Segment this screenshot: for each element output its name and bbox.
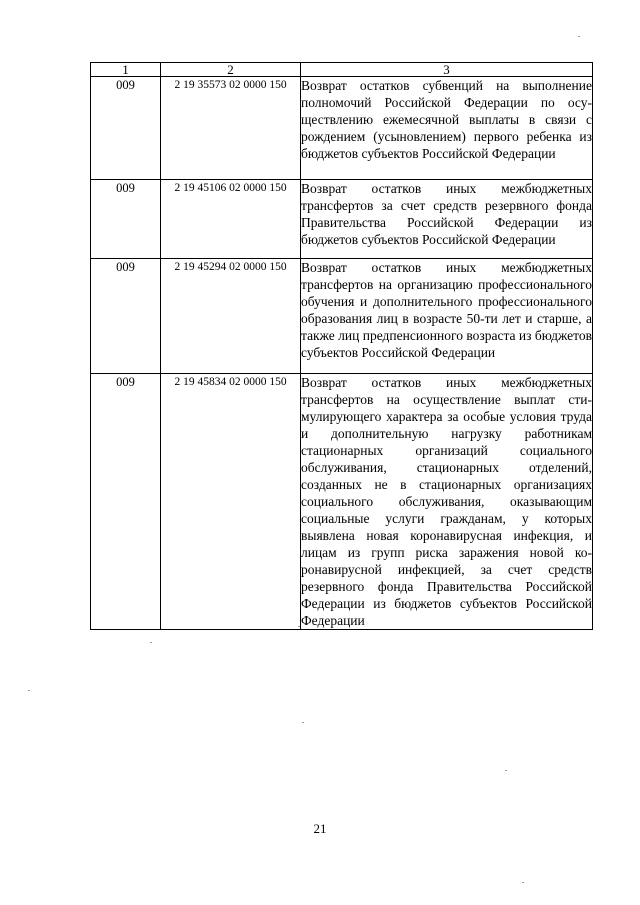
admin-code-cell: 009: [91, 374, 161, 630]
description-cell: Возврат остатков иных межбюджетных трансфертов на организацию профессионального обучения и дополнительного профессионального образования лиц в возрасте 50-ти лет и старше, а также лиц предпенсионного возраста из бюджетов субъектов Российской Федерации: [301, 259, 593, 374]
scan-speck: [522, 882, 524, 883]
table-row: [91, 259, 593, 374]
budget-codes-table: [90, 62, 593, 630]
kbk-code-cell: 2 19 35573 02 0000 150: [161, 77, 301, 180]
column-header-1: 1: [91, 63, 161, 77]
kbk-code-cell: 2 19 45834 02 0000 150: [161, 374, 301, 630]
description-cell: Возврат остатков иных межбюджетных трансфертов за счет средств резервного фонда Правительства Российской Федерации из бюджетов субъектов Российской Федерации: [301, 180, 593, 259]
scan-speck: [150, 642, 152, 643]
description-cell: Возврат остатков иных межбюджетных трансфертов на осуществление выплат стимулирующего характера за особые условия труда и дополнительную нагрузку работникам стационарных организаций социального обслуживания, стационарных отделений, созданных не в стационарных организациях социального обслуживания, оказывающим социальные услуги гражданам, у которых выявлена новая коронавирусная инфекция, и лицам из групп риска заражения новой коронавирусной инфекцией, за счет средств резервного фонда Правительства Российской Федерации из бюджетов субъектов Российской Федерации: [301, 375, 592, 628]
admin-code-cell: 009: [91, 259, 161, 374]
table-row: [91, 77, 593, 180]
kbk-code-cell: 2 19 45294 02 0000 150: [161, 259, 301, 374]
page-number: 21: [313, 821, 327, 836]
description-cell: Возврат остатков субвенций на выполнение полномочий Российской Федерации по осуществлению ежемесячной выплаты в связи с рождением (усыновлением) первого ребенка из бюджетов субъектов Российской Федерации: [301, 77, 593, 180]
table-header-row: [91, 63, 593, 77]
scan-speck: [302, 722, 304, 723]
table-row: [91, 180, 593, 259]
scan-speck: [505, 770, 507, 771]
kbk-code-cell: 2 19 45106 02 0000 150: [161, 180, 301, 259]
scan-speck: [298, 626, 300, 627]
column-header-3: 3: [301, 63, 593, 77]
table-row: [91, 374, 593, 630]
scan-speck: [578, 36, 580, 37]
scan-speck: [28, 690, 30, 691]
admin-code-cell: 009: [91, 180, 161, 259]
column-header-2: 2: [161, 63, 301, 77]
admin-code-cell: 009: [91, 77, 161, 180]
